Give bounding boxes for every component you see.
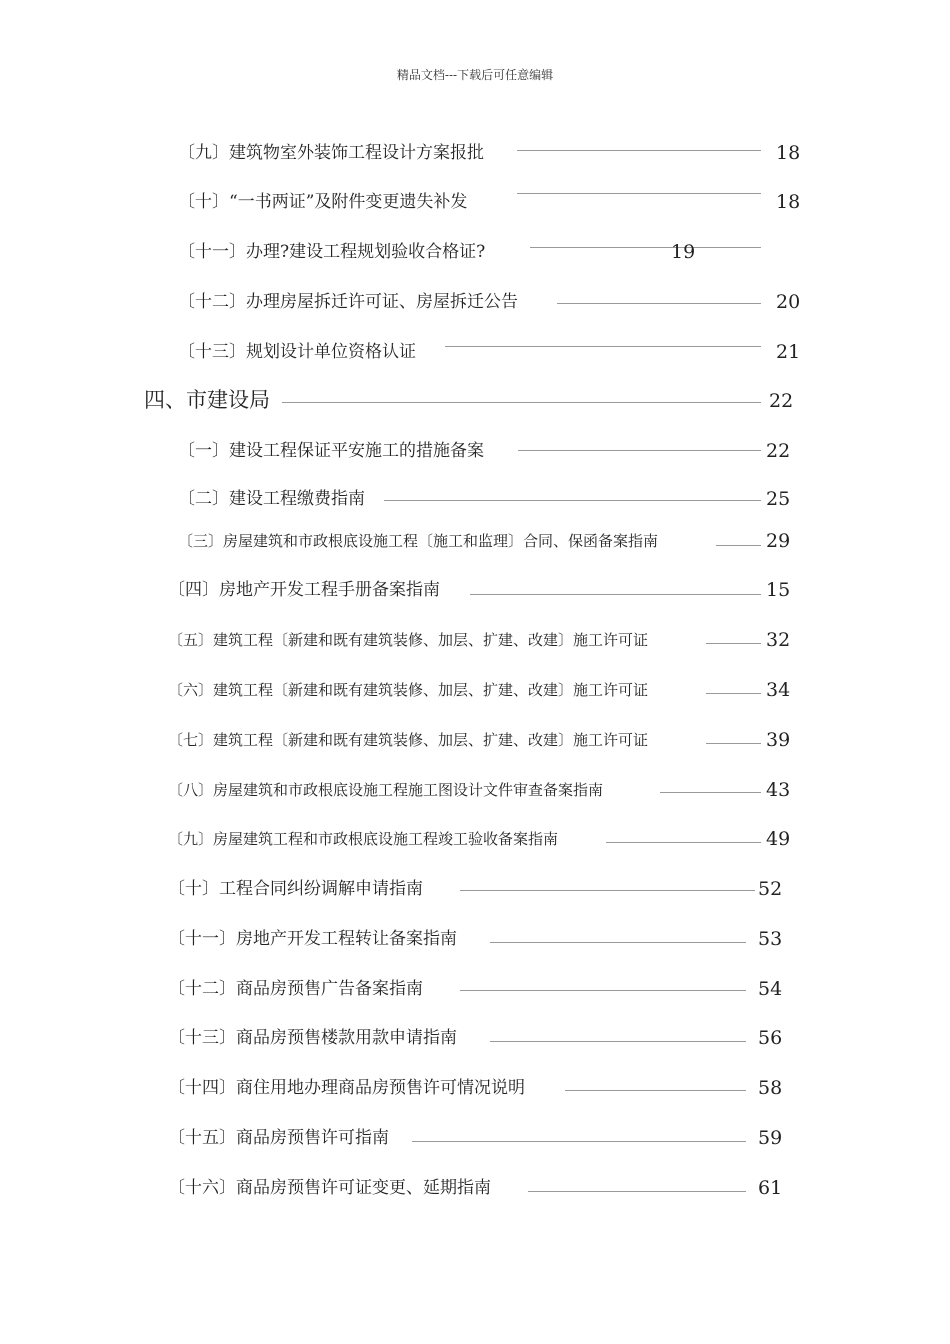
toc-entry[interactable]: [0, 436, 950, 466]
toc-page-number: 21: [776, 341, 801, 363]
toc-page-number: 32: [766, 629, 791, 651]
toc-leader-line: [706, 743, 761, 744]
toc-page-number: 43: [766, 779, 791, 801]
toc-page-number: 49: [766, 828, 791, 850]
toc-entry[interactable]: [0, 187, 950, 217]
toc-entry[interactable]: [0, 625, 950, 655]
toc-page-number: 15: [766, 579, 791, 601]
toc-page-number: 25: [766, 488, 791, 510]
toc-entry[interactable]: [0, 675, 950, 705]
toc-entry-label: 〔七〕建筑工程〔新建和既有建筑装修、加层、扩建、改建〕施工许可证: [168, 731, 649, 749]
toc-entry[interactable]: [0, 775, 950, 805]
toc-entry-label: 〔一〕建设工程保证平安施工的措施备案: [178, 441, 484, 461]
toc-page-number: 22: [766, 440, 791, 462]
toc-entry-label: 〔四〕房地产开发工程手册备案指南: [168, 580, 440, 600]
toc-page-number: 22: [769, 390, 794, 412]
toc-page-number: 53: [758, 928, 783, 950]
toc-entry-label: 〔八〕房屋建筑和市政根底设施工程施工图设计文件审查备案指南: [168, 781, 604, 799]
toc-leader-line: [706, 693, 761, 694]
toc-entry-label: 〔十五〕商品房预售许可指南: [168, 1128, 389, 1148]
toc-leader-line: [460, 990, 746, 991]
toc-entry[interactable]: [0, 138, 950, 168]
toc-entry[interactable]: [0, 237, 950, 267]
toc-page-number: 34: [766, 679, 791, 701]
toc-entry-label: 〔十一〕房地产开发工程转让备案指南: [168, 929, 457, 949]
toc-leader-line: [412, 1141, 746, 1142]
toc-page-number: 52: [758, 878, 783, 900]
toc-entry-label: 〔十一〕办理?建设工程规划验收合格证?: [178, 242, 486, 262]
toc-leader-line: [445, 346, 761, 347]
toc-entry[interactable]: [0, 824, 950, 854]
toc-page-number: 18: [776, 142, 801, 164]
toc-entry-label: 〔十四〕商住用地办理商品房预售许可情况说明: [168, 1078, 525, 1098]
toc-entry[interactable]: [0, 1023, 950, 1053]
toc-leader-line: [470, 594, 761, 595]
toc-leader-line: [528, 1191, 746, 1192]
toc-leader-line: [490, 942, 746, 943]
toc-leader-line: [716, 545, 761, 546]
toc-leader-line: [557, 303, 761, 304]
toc-leader-line: [384, 500, 761, 501]
toc-page-number: 61: [758, 1177, 783, 1199]
toc-entry[interactable]: [0, 1073, 950, 1103]
toc-entry-label: 〔十三〕规划设计单位资格认证: [178, 342, 416, 362]
toc-entry[interactable]: [0, 974, 950, 1004]
toc-leader-line: [518, 450, 761, 451]
toc-leader-line: [660, 792, 761, 793]
toc-entry[interactable]: [0, 924, 950, 954]
toc-entry-label: 〔十二〕商品房预售广告备案指南: [168, 979, 423, 999]
toc-entry-label: 〔五〕建筑工程〔新建和既有建筑装修、加层、扩建、改建〕施工许可证: [168, 631, 649, 649]
toc-page-number: 29: [766, 530, 791, 552]
toc-entry[interactable]: [0, 874, 950, 904]
toc-entry-label: 〔十六〕商品房预售许可证变更、延期指南: [168, 1178, 491, 1198]
toc-entry-label: 四、市建设局: [144, 388, 270, 412]
toc-page-number: 54: [758, 978, 783, 1000]
toc-entry[interactable]: [0, 484, 950, 514]
toc-page-number: 39: [766, 729, 791, 751]
toc-entry[interactable]: [0, 1173, 950, 1203]
toc-page-number: 20: [776, 291, 801, 313]
toc-page-number: 18: [776, 191, 801, 213]
toc-entry[interactable]: [0, 287, 950, 317]
toc-page-number: 59: [758, 1127, 783, 1149]
toc-entry-label: 〔十三〕商品房预售楼款用款申请指南: [168, 1028, 457, 1048]
toc-entry-label: 〔九〕建筑物室外装饰工程设计方案报批: [178, 143, 484, 163]
page-header: 精品文档---下载后可任意编辑: [396, 68, 554, 82]
toc-entry-label: 〔六〕建筑工程〔新建和既有建筑装修、加层、扩建、改建〕施工许可证: [168, 681, 649, 699]
toc-section-heading[interactable]: [0, 386, 950, 416]
toc-leader-line: [517, 193, 761, 194]
toc-leader-line: [490, 1041, 746, 1042]
toc-page-number: 19: [671, 241, 696, 263]
toc-leader-line: [517, 150, 761, 151]
toc-leader-line: [530, 247, 761, 248]
toc-entry[interactable]: [0, 725, 950, 755]
toc-page-number: 58: [758, 1077, 783, 1099]
toc-entry[interactable]: [0, 337, 950, 367]
toc-leader-line: [565, 1090, 746, 1091]
toc-entry-label: 〔十〕工程合同纠纷调解申请指南: [168, 879, 423, 899]
toc-leader-line: [606, 842, 761, 843]
toc-leader-line: [282, 402, 761, 403]
toc-leader-line: [706, 643, 761, 644]
toc-entry-label: 〔三〕房屋建筑和市政根底设施工程〔施工和监理〕合同、保函备案指南: [178, 532, 659, 550]
toc-entry[interactable]: [0, 575, 950, 605]
toc-page-number: 56: [758, 1027, 783, 1049]
toc-leader-line: [460, 890, 755, 891]
toc-entry-label: 〔九〕房屋建筑工程和市政根底设施工程竣工验收备案指南: [168, 830, 559, 848]
toc-entry[interactable]: [0, 526, 950, 556]
toc-entry-label: 〔十〕“一书两证”及附件变更遗失补发: [178, 192, 468, 212]
toc-entry-label: 〔十二〕办理房屋拆迁许可证、房屋拆迁公告: [178, 292, 518, 312]
toc-entry[interactable]: [0, 1123, 950, 1153]
toc-entry-label: 〔二〕建设工程缴费指南: [178, 489, 365, 509]
